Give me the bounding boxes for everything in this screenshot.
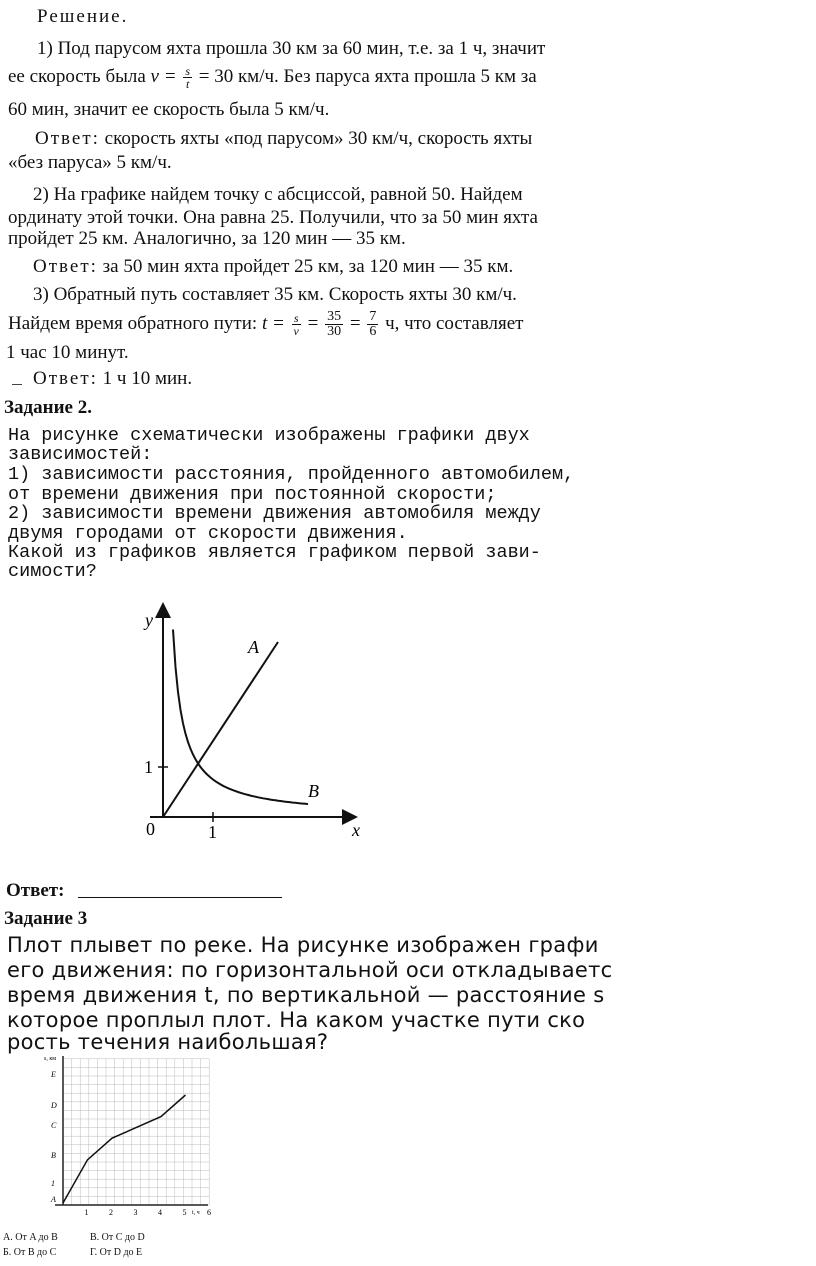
origin-label: 0 xyxy=(146,819,155,839)
task2-line: Какой из графиков является графиком первой зави- xyxy=(8,542,541,563)
y-tick-label: 1 xyxy=(144,757,153,777)
grid xyxy=(63,1059,209,1205)
answer-label: Ответ: xyxy=(6,880,65,901)
part3-line-3: 1 час 10 минут. xyxy=(6,342,129,363)
task2-line: двумя городами от скорости движения. xyxy=(8,523,408,544)
task3-graph xyxy=(30,1052,220,1222)
x-tick-label: 4 xyxy=(158,1208,162,1217)
divider-mark xyxy=(12,384,22,385)
answer-2: Ответ: за 50 мин яхта пройдет 25 км, за 120 мин — 35 км. xyxy=(33,256,514,277)
task3-line: время движения t, по вертикальной — расстояние s xyxy=(7,983,605,1007)
fraction-7-6: $\frac{7}{6}$ xyxy=(369,309,377,339)
fraction-s-v: $\frac{s}{v}$ xyxy=(293,311,299,338)
y-tick-label: A xyxy=(51,1195,56,1204)
x-tick-label: 1 xyxy=(84,1208,89,1217)
answer-blank-line[interactable] xyxy=(78,897,282,898)
series-line-a xyxy=(163,642,278,817)
solution-line-1: 1) Под парусом яхта прошла 30 км за 60 мин, т.е. за 1 ч, значит xyxy=(37,38,546,59)
x-tick-label: 5 xyxy=(182,1208,187,1217)
option-v[interactable]: В. От C до D xyxy=(90,1232,145,1243)
x-tick-label: 2 xyxy=(109,1208,113,1217)
task3-line: Плот плывет по реке. На рисунке изображен графи xyxy=(7,933,599,957)
task3-line: его движения: по горизонтальной оси откладываетс xyxy=(7,958,613,982)
y-axis-label: y xyxy=(145,610,153,630)
y-tick-label: E xyxy=(51,1070,56,1079)
task2-line: зависимостей: xyxy=(8,444,153,465)
fraction-35-30: $\frac{35}{30}$ xyxy=(327,309,342,339)
task2-line: симости? xyxy=(8,561,97,582)
x-tick-label: 1 xyxy=(208,822,217,842)
fraction-s-t: $\frac{s}{t}$ xyxy=(185,64,190,92)
task2-heading: Задание 2. xyxy=(4,397,92,418)
x-axis-label: x xyxy=(352,820,360,840)
task2-graph xyxy=(0,600,380,850)
y-tick-label: C xyxy=(51,1121,57,1130)
series-label-b: B xyxy=(308,781,319,801)
t-axis-label: t, ч xyxy=(192,1210,200,1216)
answer-1-cont: «без паруса» 5 км/ч. xyxy=(8,152,172,173)
task3-line: рость течения наибольшая? xyxy=(7,1030,329,1054)
option-a[interactable]: А. От A до B xyxy=(3,1232,58,1243)
solution-heading: Решение. xyxy=(37,6,129,27)
series-label-a: A xyxy=(248,637,259,657)
task2-line: 1) зависимости расстояния, пройденного автомобилем, xyxy=(8,464,575,485)
y-tick-label: B xyxy=(51,1151,56,1160)
s-axis-label: s, км xyxy=(44,1056,57,1062)
part3-line-2: Найдем время обратного пути: t = $\frac{s}{v}$ = $\frac{35}{30}$ = $\frac{7}{6}$ ч, что составляет xyxy=(8,309,524,339)
y-tick-label: D xyxy=(51,1101,57,1110)
task2-line: 2) зависимости времени движения автомобиля между xyxy=(8,503,541,524)
series-line-b xyxy=(173,630,308,805)
solution-line-3: 60 мин, значит ее скорость была 5 км/ч. xyxy=(8,99,330,120)
part2-line-3: пройдет 25 км. Аналогично, за 120 мин — 35 км. xyxy=(8,228,406,249)
raft-motion-line xyxy=(63,1095,186,1203)
x-tick-label: 3 xyxy=(133,1208,138,1217)
task2-line: от времени движения при постоянной скорости; xyxy=(8,484,497,505)
task2-line: На рисунке схематически изображены графики двух xyxy=(8,425,530,446)
task3-heading: Задание 3 xyxy=(4,908,88,929)
answer-3: Ответ: 1 ч 10 мин. xyxy=(33,368,193,389)
answer-1: Ответ: скорость яхты «под парусом» 30 км/ч, скорость яхты xyxy=(35,128,533,149)
part3-line-1: 3) Обратный путь составляет 35 км. Скорость яхты 30 км/ч. xyxy=(33,284,517,305)
part2-line-2: ординату этой точки. Она равна 25. Получили, что за 50 мин яхта xyxy=(8,207,538,228)
option-g[interactable]: Г. От D до E xyxy=(90,1247,143,1258)
part2-line-1: 2) На графике найдем точку с абсциссой, равной 50. Найдем xyxy=(33,184,523,205)
task3-line: которое проплыл плот. На каком участке пути ско xyxy=(7,1008,586,1032)
x-tick-label: 6 xyxy=(207,1208,211,1217)
y-tick-label: 1 xyxy=(51,1179,55,1188)
solution-line-2: ее скорость была v = $\frac{s}{t}$ = 30 км/ч. Без паруса яхта прошла 5 км за xyxy=(8,64,537,92)
option-b[interactable]: Б. От B до C xyxy=(3,1247,57,1258)
